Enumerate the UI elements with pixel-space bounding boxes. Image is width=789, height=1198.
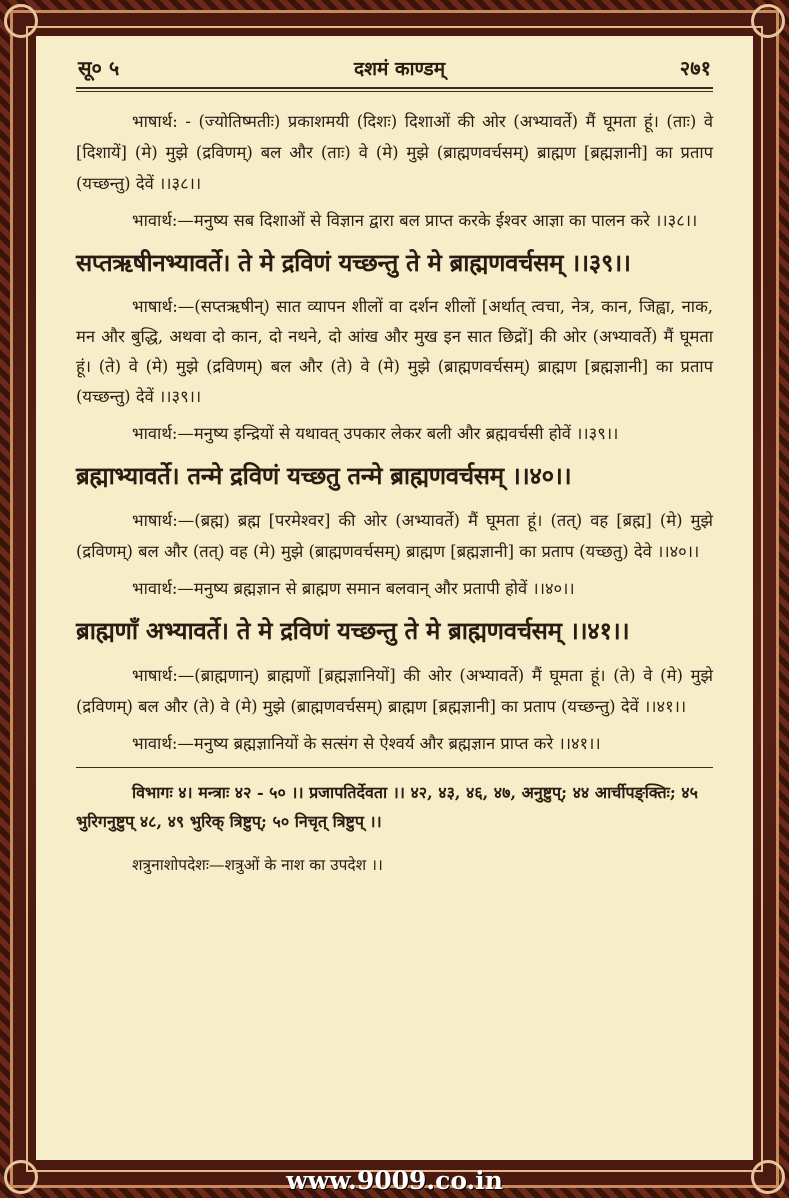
purport-39: भावार्थ:—मनुष्य इन्द्रियों से यथावत् उपकार लेकर बली और ब्रह्मवर्चसी होवें ।।३९।।	[132, 424, 619, 443]
mantra-41: ब्राह्मणाँ अभ्यावर्ते। ते मे द्रविणं यच्छन्तु ते मे ब्राह्मणवर्चसम् ।।४१।।	[76, 616, 630, 645]
sukta-number: सू० ५	[78, 56, 120, 80]
translation-38: भाषार्थ: - (ज्योतिष्मतीः) प्रकाशमयी (दिशः) दिशाओं की ओर (अभ्यावर्ते) मैं घूमता हूं। (ताः) वे [दिशायें] (मे) मुझे (द्रविणम्) बल और (ताः) वे (मे) मुझे (ब्राह्मणवर्चसम्) ब्राह्मण [ब्रह्मज्ञानी] का प्रताप (यच्छन्तु) देवें ।।३८।।	[76, 112, 713, 193]
translation-40: भाषार्थ:—(ब्रह्म) ब्रह्म [परमेश्वर] की ओर (अभ्यावर्ते) मैं घूमता हूं। (तत्) वह [ब्रह्म] (मे) मुझे (द्रविणम्) बल और (तत्) वह (मे) मुझे (ब्राह्मणवर्चसम्) ब्राह्मण [ब्रह्मज्ञानी] का प्रताप (यच्छतु) देवे ।।४०।।	[76, 511, 713, 561]
kanda-title: दशमं काण्डम्	[354, 58, 446, 80]
translation-41: भाषार्थ:—(ब्राह्मणान्) ब्राह्मणों [ब्रह्मज्ञानियों] की ओर (अभ्यावर्ते) मैं घूमता हूं। (ते) वे (मे) मुझे (द्रविणम्) बल और (ते) वे (मे) मुझे (ब्राह्मणवर्चसम्) ब्राह्मण [ब्रह्मज्ञानी] का प्रताप (यच्छन्तु) देवें ।।४१।।	[76, 666, 713, 716]
page-number: २७१	[679, 56, 711, 80]
purport-41: भावार्थ:—मनुष्य ब्रह्मज्ञानियों के सत्संग से ऐश्वर्य और ब्रह्मज्ञान प्राप्त करे ।।४१।।	[132, 734, 601, 753]
website-link[interactable]: www.9009.co.in	[286, 1166, 503, 1195]
translation-39: भाषार्थ:—(सप्तऋषीन्) सात व्यापन शीलों वा दर्शन शीलों [अर्थात् त्वचा, नेत्र, कान, जिह्वा, नाक, मन और बुद्धि, अथवा दो कान, दो नथने, दो आंख और मुख इन सात छिद्रों] की ओर (अभ्यावर्ते) मैं घूमता हूं। (ते) वे (मे) मुझे (द्रविणम्) बल और (ते) वे (मे) मुझे (ब्राह्मणवर्चसम्) ब्राह्मण [ब्रह्मज्ञानी] का प्रताप (यच्छन्तु) देवें ।।३९।।	[76, 297, 713, 406]
purport-40: भावार्थ:—मनुष्य ब्रह्मज्ञान से ब्राह्मण समान बलवान् और प्रतापी होवें ।।४०।।	[132, 579, 575, 598]
corner-ornament-icon	[4, 4, 38, 38]
section-metadata: विभागः ४। मन्त्राः ४२ - ५० ।। प्रजापतिर्देवता ।। ४२, ४३, ४६, ४७, अनुष्टुप्; ४४ आर्चीपङ्क्तिः; ४५ भुरिगनुष्टुप् ४८, ४९ भुरिक् त्रिष्टुप्; ५० निचृत् त्रिष्टुप् ।।	[76, 767, 713, 836]
purport-38: भावार्थ:—मनुष्य सब दिशाओं से विज्ञान द्वारा बल प्राप्त करके ईश्वर आज्ञा का पालन करे ।।३८।।	[132, 211, 698, 230]
header-rule-thin	[76, 91, 713, 92]
corner-ornament-icon	[751, 4, 785, 38]
section-topic: शत्रुनाशोपदेशः—शत्रुओं के नाश का उपदेश ।।	[132, 856, 383, 874]
mantra-39: सप्तऋषीनभ्यावर्ते। ते मे द्रविणं यच्छन्तु ते मे ब्राह्मणवर्चसम् ।।३९।।	[76, 248, 631, 277]
page-header	[76, 54, 713, 87]
mantra-40: ब्रह्माभ्यावर्ते। तन्मे द्रविणं यच्छतु तन्मे ब्राह्मणवर्चसम् ।।४०।।	[76, 461, 572, 490]
header-rule	[76, 87, 713, 89]
scripture-page	[36, 36, 753, 1160]
